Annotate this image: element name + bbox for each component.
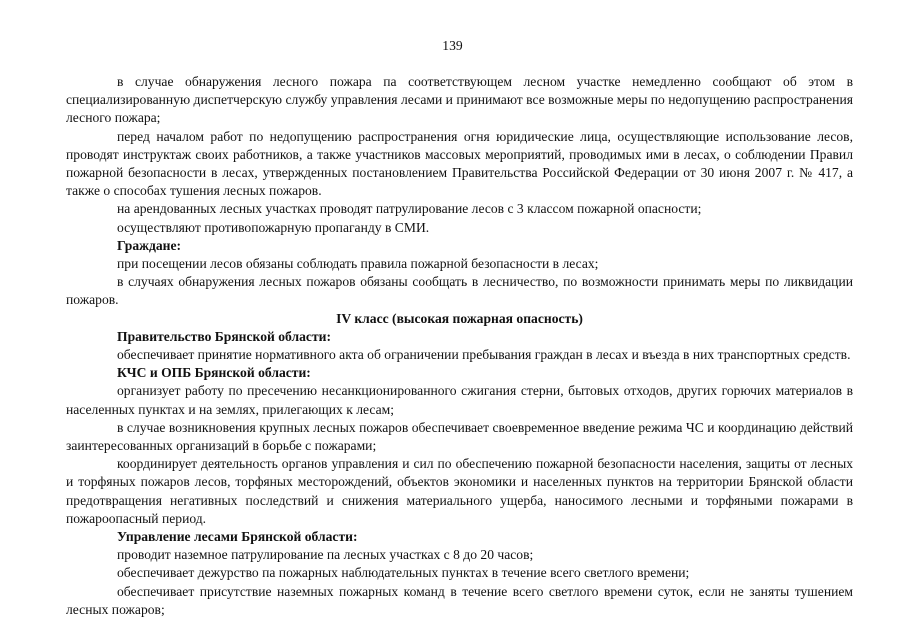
section-subheading: Управление лесами Брянской области: <box>117 529 358 545</box>
paragraph: при посещении лесов обязаны соблюдать правила пожарной безопасности в лесах; <box>117 256 599 272</box>
paragraph: перед началом работ по недопущению распространения огня юридические лица, осуществляющие использование лесов, проводят инструктаж своих работников, а также участников массовых мероприятий, проводимых ими в лесах, о соблюдении Правил пожарной безопасности в лесах, утвержденных постановлением Правительства Российской Федерации от 30 июня 2007 г. № 417, а также о способах тушения лесных пожаров. <box>66 128 853 199</box>
document-body <box>66 73 853 619</box>
paragraph: обеспечивает принятие нормативного акта об ограничении пребывания граждан в лесах и въезда в них транспортных средств. <box>117 347 851 363</box>
paragraph: организует работу по пресечению несанкционированного сжигания стерни, бытовых отходов, других горючих материалов в населенных пунктах и на землях, прилегающих к лесам; <box>66 383 853 417</box>
paragraph: на арендованных лесных участках проводят патрулирование лесов с 3 классом пожарной опасности; <box>117 201 702 217</box>
section-subheading: Правительство Брянской области: <box>117 328 331 344</box>
section-subheading: КЧС и ОПБ Брянской области: <box>117 365 311 381</box>
page-number: 139 <box>442 38 463 53</box>
paragraph: координирует деятельность органов управления и сил по обеспечению пожарной безопасности населения, защиты от лесных и торфяных пожаров лесов, торфяных месторождений, объектов экономики и населенных пунктов на территории Брянской области предотвращения негативных последствий и снижения материального ущерба, наносимого лесными и торфяными пожарами в пожароопасный период. <box>66 456 853 526</box>
section-heading: IV класс (высокая пожарная опасность) <box>336 310 583 326</box>
paragraph: обеспечивает дежурство па пожарных наблюдательных пунктах в течение всего светлого времени; <box>117 565 690 581</box>
paragraph: осуществляют противопожарную пропаганду в СМИ. <box>117 219 430 235</box>
paragraph: проводит наземное патрулирование па лесных участках с 8 до 20 часов; <box>117 547 534 563</box>
paragraph: обеспечивает присутствие наземных пожарных команд в течение всего светлого времени суток, если не заняты тушением лесных пожаров; <box>66 583 853 617</box>
paragraph: в случаях обнаружения лесных пожаров обязаны сообщать в лесничество, по возможности принимать меры по ликвидации пожаров. <box>66 274 853 308</box>
section-subheading: Граждане: <box>117 237 182 253</box>
paragraph: в случае возникновения крупных лесных пожаров обеспечивает своевременное введение режима ЧС и координацию действий заинтересованных организаций в борьбе с пожарами; <box>66 419 853 454</box>
paragraph: в случае обнаружения лесного пожара па соответствующем лесном участке немедленно сообщают об этом в специализированную диспетчерскую службу управления лесами и принимают все возможные меры по недопущению распространения лесного пожара; <box>66 74 853 126</box>
